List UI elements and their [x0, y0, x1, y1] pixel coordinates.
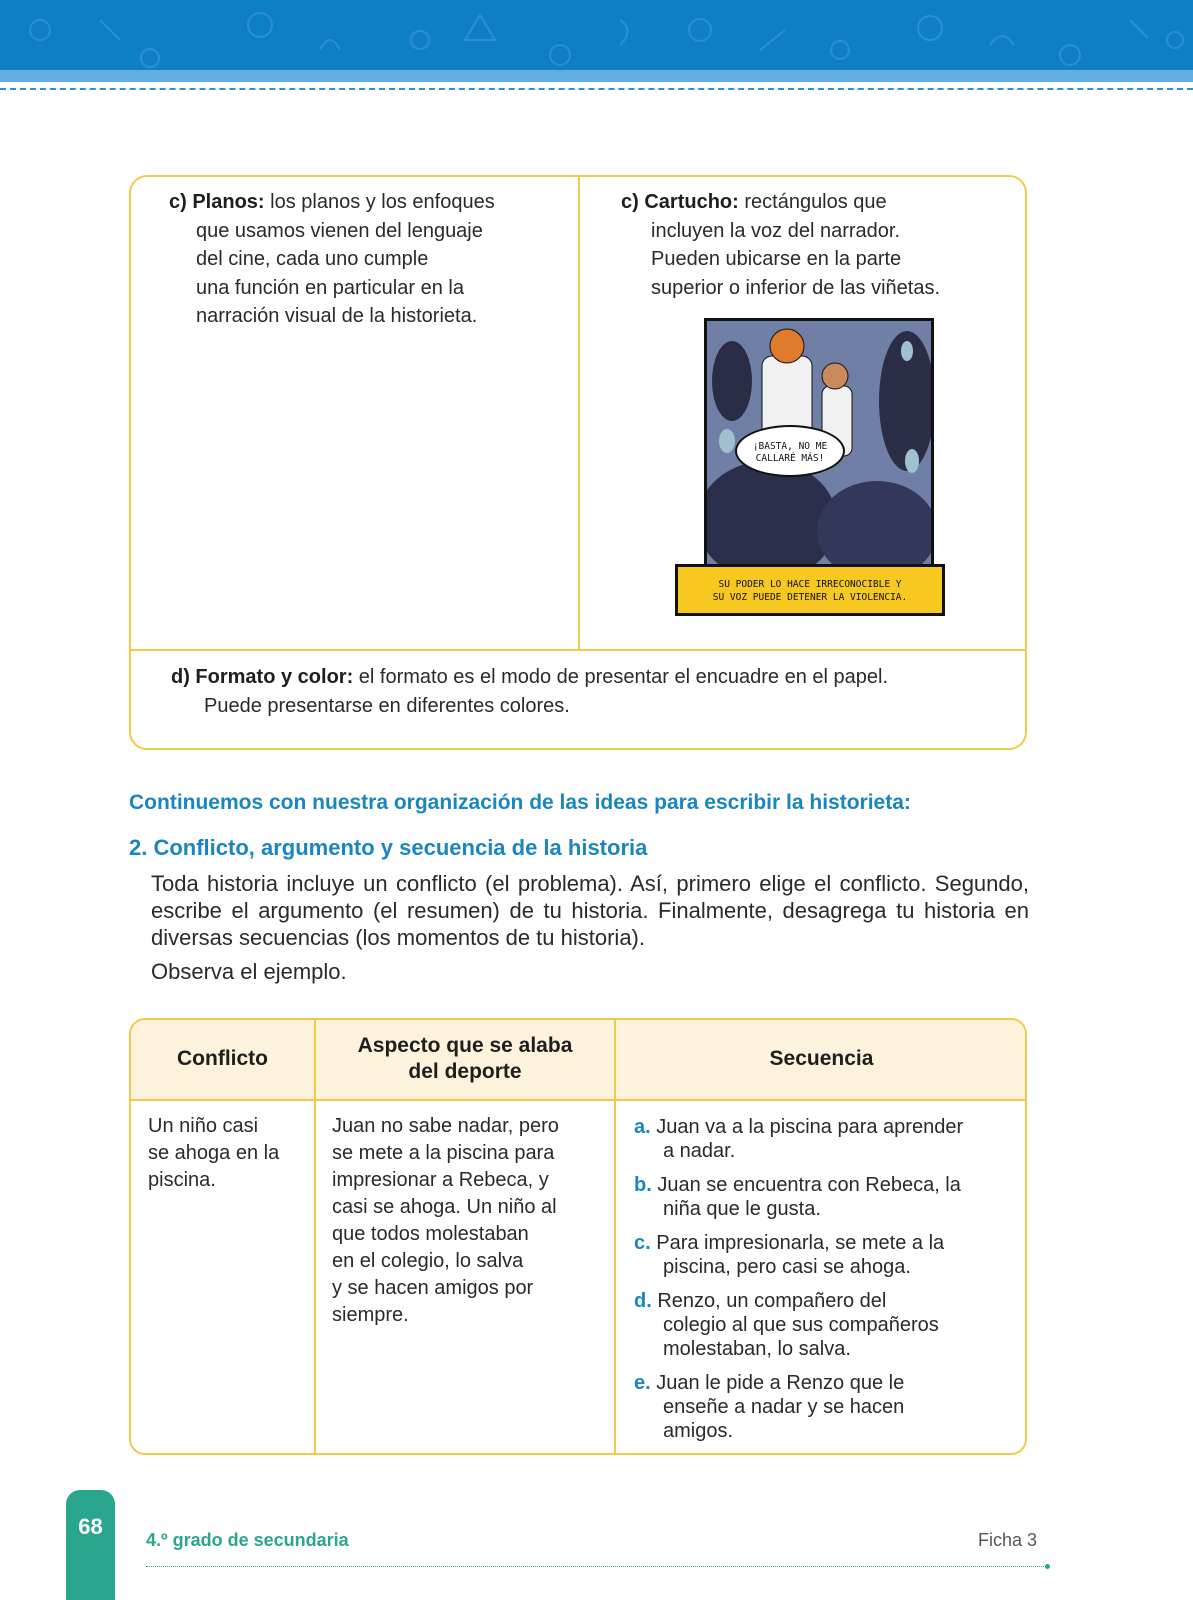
seq-cont: amigos.: [663, 1420, 734, 1442]
secuencia-item-a: [634, 1115, 1024, 1163]
seq-letter: a.: [634, 1116, 651, 1138]
planos-line-1: los planos y los enfoques: [264, 191, 495, 213]
footer-dot: [1045, 1564, 1050, 1569]
seq-first: Juan va a la piscina para aprender: [650, 1116, 964, 1138]
page-number: 68: [78, 1514, 103, 1539]
formato-line-1: el formato es el modo de presentar el encuadre en el papel.: [353, 666, 889, 688]
conflicto-line: se ahoga en la: [148, 1142, 280, 1164]
doodle-pattern-icon: [0, 0, 1193, 70]
seq-first: Para impresionarla, se mete a la: [650, 1232, 945, 1254]
grade-label: 4.º grado de secundaria: [146, 1530, 349, 1550]
seq-cont: niña que le gusta.: [663, 1198, 821, 1220]
section-intro: Continuemos con nuestra organización de las ideas para escribir la historieta:: [129, 791, 911, 814]
planos-label: c) Planos:: [169, 191, 265, 213]
speech-bubble: [735, 425, 845, 477]
aspecto-line: y se hacen amigos por: [332, 1277, 534, 1299]
table-col-divider-2: [614, 1020, 616, 1453]
row-divider: [131, 649, 1025, 651]
section-title: 2. Conflicto, argumento y secuencia de la historia: [129, 835, 648, 860]
header-conflicto: Conflicto: [177, 1047, 268, 1070]
seq-first: Renzo, un compañero del: [651, 1290, 887, 1312]
planos-line-2: que usamos vienen del lenguaje: [196, 219, 483, 242]
conflicto-line: piscina.: [148, 1169, 216, 1191]
secuencia-item-d: [634, 1289, 1024, 1361]
column-divider: [578, 176, 580, 650]
aspecto-line: que todos molestaban: [332, 1223, 529, 1245]
header-stripe: [0, 70, 1193, 82]
planos-line-3: del cine, cada uno cumple: [196, 248, 429, 270]
header-banner: [0, 0, 1193, 82]
secuencia-item-e: [634, 1371, 1024, 1443]
aspecto-line: en el colegio, lo salva: [332, 1250, 524, 1272]
bubble-line-2: CALLARÉ MÁS!: [755, 453, 825, 464]
aspecto-line: Juan no sabe nadar, pero: [332, 1115, 559, 1137]
formato-line-2: Puede presentarse en diferentes colores.: [204, 694, 570, 717]
cartucho-line-4: superior o inferior de las viñetas.: [651, 276, 941, 299]
narrator-caption: [675, 564, 945, 616]
secuencia-item-b: [634, 1173, 1024, 1221]
aspecto-cell: [332, 1113, 612, 1329]
planos-paragraph: [169, 188, 569, 331]
caption-line-1: SU PODER LO HACE IRRECONOCIBLE Y: [718, 579, 902, 590]
footer-divider: [146, 1566, 1046, 1567]
seq-letter: c.: [634, 1232, 651, 1254]
seq-letter: b.: [634, 1174, 652, 1196]
header-aspecto: [316, 1033, 614, 1085]
seq-cont: enseñe a nadar y se hacen: [663, 1396, 905, 1418]
page-tab: [66, 1490, 115, 1600]
seq-cont: a nadar.: [663, 1140, 736, 1162]
cartucho-label: c) Cartucho:: [621, 191, 739, 213]
aspecto-line: se mete a la piscina para: [332, 1142, 555, 1164]
conflicto-line: Un niño casi: [148, 1115, 259, 1137]
caption-line-2: SU VOZ PUEDE DETENER LA VIOLENCIA.: [712, 592, 908, 603]
aspecto-line: siempre.: [332, 1304, 409, 1326]
formato-paragraph: [171, 663, 1011, 720]
cartucho-line-1: rectángulos que: [738, 191, 887, 213]
conflicto-cell: [148, 1113, 308, 1194]
ficha-label: Ficha 3: [978, 1530, 1038, 1550]
formato-label: d) Formato y color:: [171, 666, 354, 688]
seq-letter: d.: [634, 1290, 652, 1312]
seq-first: Juan se encuentra con Rebeca, la: [651, 1174, 961, 1196]
seq-cont: colegio al que sus compañeros: [663, 1314, 939, 1336]
section-body: Toda historia incluye un conflicto (el problema). Así, primero elige el conflicto. Segundo, escribe el argumento (el resumen) de tu historia. Finalmente, desagrega tu historia en diversas secuencias (los momentos de tu historia).: [151, 871, 1029, 950]
seq-first: Juan le pide a Renzo que le: [650, 1372, 905, 1394]
observa-text: Observa el ejemplo.: [151, 959, 347, 984]
bubble-line-1: ¡BASTA, NO ME: [752, 441, 828, 452]
planos-line-4: una función en particular en la: [196, 276, 464, 299]
header-dashed-divider: [0, 88, 1193, 90]
secuencia-item-c: [634, 1231, 1024, 1279]
seq-cont: molestaban, lo salva.: [663, 1338, 851, 1360]
seq-cont: piscina, pero casi se ahoga.: [663, 1256, 911, 1278]
story-table: [129, 1018, 1027, 1455]
aspecto-line: impresionar a Rebeca, y: [332, 1169, 549, 1191]
aspecto-line: casi se ahoga. Un niño al: [332, 1196, 557, 1218]
header-secuencia: Secuencia: [769, 1047, 874, 1070]
cartucho-line-3: Pueden ubicarse en la parte: [651, 248, 902, 270]
header-aspecto-line-1: Aspecto que se alaba: [357, 1034, 573, 1057]
cartucho-line-2: incluyen la voz del narrador.: [651, 219, 901, 242]
seq-letter: e.: [634, 1372, 651, 1394]
planos-line-5: narración visual de la historieta.: [196, 305, 478, 327]
cartucho-paragraph: [621, 188, 1021, 302]
header-aspecto-line-2: del deporte: [408, 1060, 522, 1083]
